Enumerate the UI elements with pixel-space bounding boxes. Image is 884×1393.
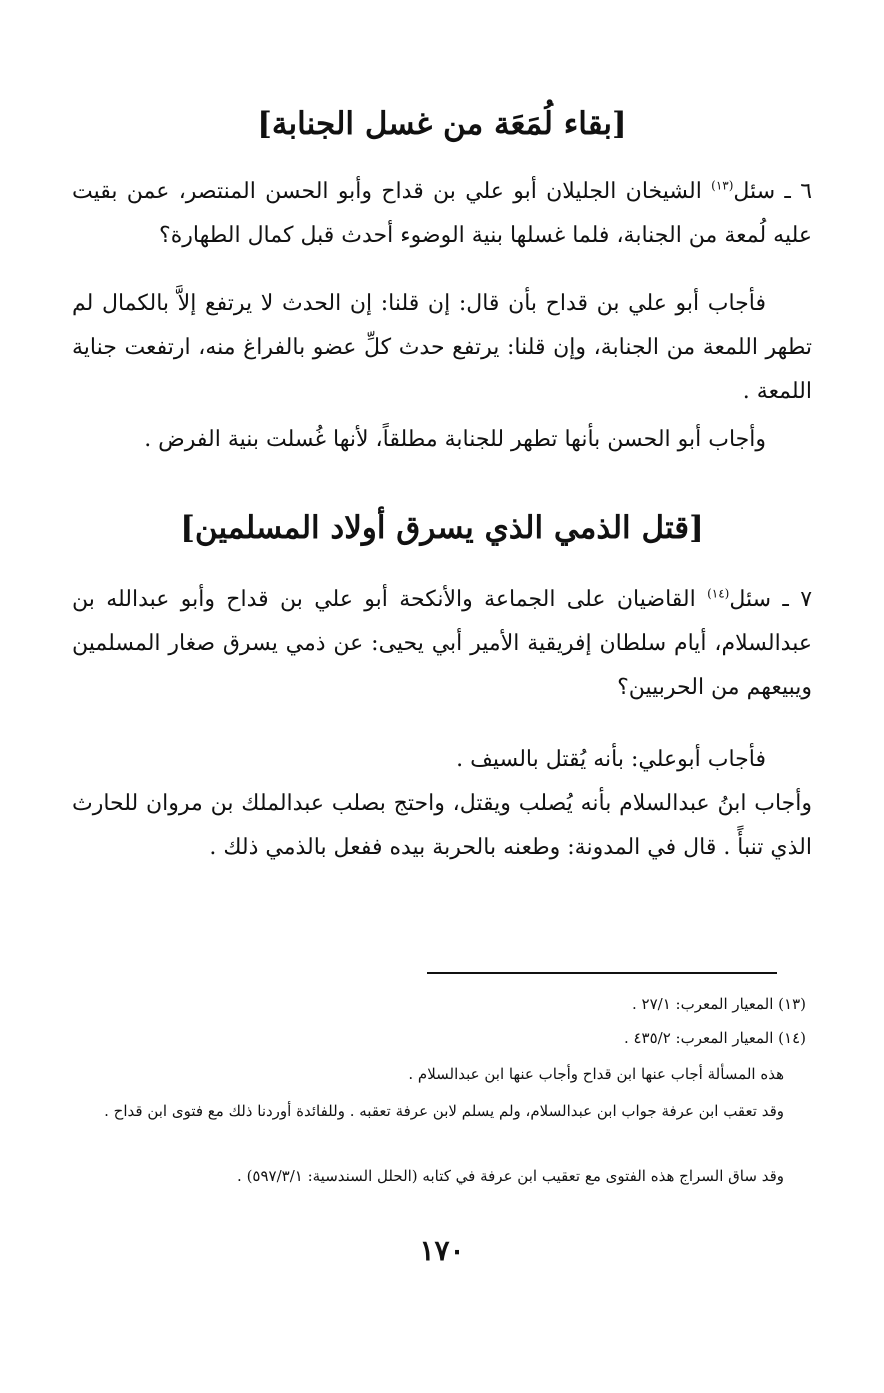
section-heading-lumah: [بقاء لُمَعَة من غسل الجنابة]: [257, 106, 627, 142]
page-number: ١٧٠: [419, 1234, 465, 1267]
answer-abu-hasan-6: وأجاب أبو الحسن بأنها تطهر للجنابة مطلقاً، لأنها غُسلت بنية الفرض .: [144, 427, 766, 452]
question-text: الشيخان الجليلان أبو علي بن قداح وأبو الحسن المنتصر، عمن بقيت عليه لُمعة من الجنابة، فلما غسلها بنية الوضوء أحدث قبل كمال الطهارة؟: [72, 179, 812, 248]
question-7: [72, 578, 812, 710]
question-number: ٧ ـ سئل: [729, 587, 813, 612]
section-heading-dhimmi: [قتل الذمي الذي يسرق أولاد المسلمين]: [180, 510, 704, 546]
footnote-14-note-3: وقد ساق السراج هذه الفتوى مع تعقيب ابن عرفة في كتابه (الحلل السندسية: ٥٩٧/٣/١) .: [237, 1167, 784, 1185]
footnote-divider: [427, 972, 777, 974]
question-text: القاضيان على الجماعة والأنكحة أبو علي بن قداح وأبو عبدالله بن عبدالسلام، أيام سلطان إفريقية الأمير أبي يحيى: عن ذمي يسرق صغار المسلمين ويبيعهم من الحربيين؟: [72, 587, 812, 700]
footnote-14-note-2: وقد تعقب ابن عرفة جواب ابن عبدالسلام، ولم يسلم لابن عرفة تعقبه . وللفائدة أوردنا ذلك مع فتوى ابن قداح .: [104, 1102, 784, 1120]
footnote-14-note-1: هذه المسألة أجاب عنها ابن قداح وأجاب عنها ابن عبدالسلام .: [408, 1065, 784, 1083]
question-6: [72, 170, 812, 258]
answer-abu-ali-6: فأجاب أبو علي بن قداح بأن قال: إن قلنا: إن الحدث لا يرتفع إلاَّ بالكمال لم تطهر اللمعة من الجنابة، وإن قلنا: يرتفع حدث كلِّ عضو بالفراغ منه، ارتفعت جناية اللمعة .: [72, 291, 812, 404]
footnote-ref-13: (١٣): [711, 178, 734, 193]
answer-abu-ali-7: فأجاب أبوعلي: بأنه يُقتل بالسيف .: [456, 747, 766, 772]
footnote-13: (١٣) المعيار المعرب: ٢٧/١ .: [631, 995, 806, 1013]
question-number: ٦ ـ سئل: [733, 179, 813, 204]
answer-ibn-abdessalam-7: وأجاب ابنُ عبدالسلام بأنه يُصلب ويقتل، واحتج بصلب عبدالملك بن مروان للحارث الذي تنبأً . قال في المدونة: وطعنه بالحربة بيده ففعل بالذمي ذلك .: [72, 791, 812, 860]
footnote-14: (١٤) المعيار المعرب: ٤٣٥/٢ .: [623, 1029, 806, 1047]
footnote-ref-14: (١٤): [707, 586, 730, 601]
